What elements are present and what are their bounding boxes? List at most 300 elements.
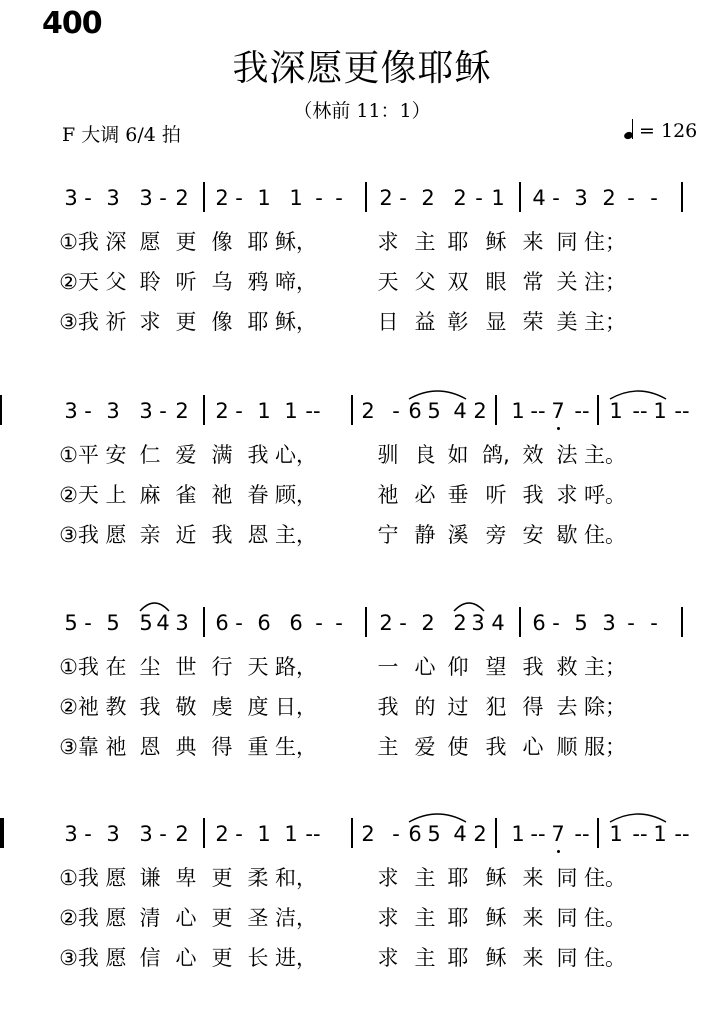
- lyric-syllable: 天: [377, 270, 399, 294]
- dash-extension: --: [632, 822, 648, 846]
- lyric-syllable: 耶: [447, 866, 469, 890]
- lyric-syllable: 耶: [247, 310, 269, 334]
- dash-extension: -: [627, 186, 635, 210]
- lyric-syllable: 美: [556, 310, 578, 334]
- lyric-syllable: 法: [556, 443, 578, 467]
- lyric-syllable: 尘: [139, 655, 161, 679]
- note-number: 4: [453, 399, 467, 423]
- dash-extension: --: [305, 399, 321, 423]
- note-number: 3: [139, 186, 153, 210]
- lyric-syllable: 日: [377, 310, 399, 334]
- dash-extension: -: [159, 822, 167, 846]
- lyric-syllable: 祂: [211, 483, 233, 507]
- lyric-syllable: 我: [485, 735, 507, 759]
- notation-line: [0, 393, 724, 429]
- lyric-syllable: ①我: [59, 655, 99, 679]
- note-number: 2: [361, 399, 375, 423]
- dash-extension: -: [235, 186, 243, 210]
- lyric-syllable: 进，: [275, 946, 317, 970]
- slur-layer: [0, 383, 724, 403]
- note-number: 5: [427, 822, 441, 846]
- lyric-syllable: 主；: [584, 310, 626, 334]
- lyric-syllable: 住；: [584, 230, 626, 254]
- lyric-syllable: 更: [175, 310, 197, 334]
- lyric-syllable: ②我: [59, 906, 99, 930]
- lyric-syllable: 仰: [447, 655, 469, 679]
- lyric-syllable: 鸦: [247, 270, 269, 294]
- lyric-line: [0, 479, 724, 509]
- note-number: 4: [532, 186, 546, 210]
- lyric-syllable: ②天: [59, 483, 99, 507]
- lyric-syllable: 清: [139, 906, 161, 930]
- lyric-syllable: 得: [522, 695, 544, 719]
- note-number: 2: [215, 822, 229, 846]
- lyric-syllable: 过: [447, 695, 469, 719]
- lyric-syllable: 在: [105, 655, 127, 679]
- lyric-syllable: 主: [414, 946, 436, 970]
- note-number: 2: [453, 186, 467, 210]
- lyric-syllable: 溪: [447, 523, 469, 547]
- lyric-syllable: 恩: [139, 735, 161, 759]
- lyric-syllable: 呼。: [584, 483, 626, 507]
- lyric-syllable: 安: [522, 523, 544, 547]
- lyric-syllable: 典: [175, 735, 197, 759]
- lyric-syllable: 更: [211, 906, 233, 930]
- note-number: 5: [139, 611, 153, 635]
- note-number: 6: [257, 611, 271, 635]
- note-number: 1: [284, 822, 298, 846]
- dash-extension: --: [574, 399, 590, 423]
- note-number: 2: [175, 399, 189, 423]
- lyric-syllable: 同: [556, 906, 578, 930]
- lyric-syllable: 宁: [377, 523, 399, 547]
- note-number: 1: [653, 399, 667, 423]
- note-number: 1: [257, 399, 271, 423]
- lyric-syllable: 我: [247, 443, 269, 467]
- lyric-syllable: 垂: [447, 483, 469, 507]
- lyric-syllable: 顺: [556, 735, 578, 759]
- lyric-syllable: 常: [522, 270, 544, 294]
- lyric-syllable: 听: [175, 270, 197, 294]
- hymn-number: 400: [42, 6, 102, 41]
- lyric-syllable: 双: [447, 270, 469, 294]
- low-octave-dot: [557, 427, 560, 430]
- lyric-line: [0, 439, 724, 469]
- note-number: 2: [379, 611, 393, 635]
- note-number: 2: [215, 186, 229, 210]
- tempo-marking: [624, 120, 697, 142]
- lyric-syllable: 除；: [584, 695, 626, 719]
- lyric-syllable: 愿: [139, 230, 161, 254]
- lyric-syllable: 益: [414, 310, 436, 334]
- lyric-syllable: 稣，: [275, 310, 317, 334]
- lyric-syllable: 同: [556, 230, 578, 254]
- lyric-syllable: ①平: [59, 443, 99, 467]
- dash-extension: --: [305, 822, 321, 846]
- lyric-syllable: 主: [414, 230, 436, 254]
- lyric-syllable: 静: [414, 523, 436, 547]
- lyric-syllable: 眼: [485, 270, 507, 294]
- slur-mark: [409, 391, 466, 399]
- hymn-title: 我深愿更像耶稣: [232, 48, 492, 89]
- note-number: 7: [551, 822, 565, 846]
- note-number: 2: [379, 186, 393, 210]
- note-number: 3: [602, 611, 616, 635]
- note-number: 6: [215, 611, 229, 635]
- lyric-syllable: 良: [414, 443, 436, 467]
- lyric-syllable: 柔: [247, 866, 269, 890]
- dash-extension: --: [674, 822, 690, 846]
- dash-extension: -: [335, 611, 343, 635]
- note-number: 1: [284, 399, 298, 423]
- lyric-syllable: 注；: [584, 270, 626, 294]
- lyric-syllable: 耶: [447, 906, 469, 930]
- lyric-syllable: 求: [139, 310, 161, 334]
- dash-extension: -: [335, 186, 343, 210]
- note-number: 1: [511, 822, 525, 846]
- lyric-syllable: 眷: [247, 483, 269, 507]
- lyric-syllable: 去: [556, 695, 578, 719]
- lyric-syllable: 稣，: [275, 230, 317, 254]
- note-number: 2: [175, 822, 189, 846]
- lyric-syllable: ①我: [59, 866, 99, 890]
- lyric-syllable: 关: [556, 270, 578, 294]
- note-number: 3: [139, 822, 153, 846]
- notation-line: [0, 180, 724, 216]
- slur-layer: [0, 170, 724, 190]
- note-number: 4: [491, 611, 505, 635]
- note-number: 3: [471, 611, 485, 635]
- dash-extension: -: [84, 186, 92, 210]
- lyric-syllable: ②天: [59, 270, 99, 294]
- lyric-line: [0, 862, 724, 892]
- lyric-syllable: 稣: [485, 866, 507, 890]
- lyric-syllable: 祂: [377, 483, 399, 507]
- dash-extension: -: [650, 186, 658, 210]
- lyric-syllable: 求: [377, 946, 399, 970]
- lyric-syllable: 愿: [105, 523, 127, 547]
- dash-extension: --: [674, 399, 690, 423]
- lyric-line: [0, 651, 724, 681]
- lyric-syllable: 耶: [447, 946, 469, 970]
- lyric-syllable: 稣: [485, 906, 507, 930]
- dash-extension: --: [530, 822, 546, 846]
- note-number: 4: [156, 611, 170, 635]
- lyric-syllable: 近: [175, 523, 197, 547]
- lyric-syllable: 更: [175, 230, 197, 254]
- lyric-syllable: 圣: [247, 906, 269, 930]
- note-number: 6: [408, 822, 422, 846]
- lyric-syllable: 住。: [584, 906, 626, 930]
- dash-extension: -: [159, 399, 167, 423]
- lyric-syllable: 住。: [584, 946, 626, 970]
- lyric-syllable: 亲: [139, 523, 161, 547]
- note-number: 2: [453, 611, 467, 635]
- lyric-line: [0, 902, 724, 932]
- lyric-syllable: 恩: [247, 523, 269, 547]
- note-number: 6: [408, 399, 422, 423]
- lyric-syllable: 路，: [275, 655, 317, 679]
- lyric-syllable: ③我: [59, 310, 99, 334]
- lyric-syllable: 像: [211, 230, 233, 254]
- dash-extension: -: [84, 822, 92, 846]
- lyric-syllable: 得: [211, 735, 233, 759]
- note-number: 2: [473, 822, 487, 846]
- notation-line: [0, 816, 724, 852]
- lyric-syllable: 洁，: [275, 906, 317, 930]
- note-number: 3: [64, 399, 78, 423]
- dash-extension: -: [392, 399, 400, 423]
- lyric-syllable: 信: [139, 946, 161, 970]
- lyric-syllable: 住。: [584, 866, 626, 890]
- note-number: 3: [64, 822, 78, 846]
- note-number: 3: [574, 186, 588, 210]
- lyric-syllable: 更: [211, 946, 233, 970]
- lyric-syllable: 同: [556, 946, 578, 970]
- lyric-syllable: 聆: [139, 270, 161, 294]
- lyric-syllable: 满: [211, 443, 233, 467]
- lyric-syllable: 主: [414, 866, 436, 890]
- lyric-syllable: 求: [377, 906, 399, 930]
- note-number: 2: [602, 186, 616, 210]
- lyric-syllable: 求: [377, 230, 399, 254]
- lyric-syllable: 爱: [414, 735, 436, 759]
- dash-extension: --: [574, 822, 590, 846]
- lyric-syllable: 显: [485, 310, 507, 334]
- lyric-syllable: 来: [522, 866, 544, 890]
- lyric-syllable: 旁: [485, 523, 507, 547]
- lyric-syllable: 听: [485, 483, 507, 507]
- lyric-syllable: 度: [247, 695, 269, 719]
- notation-line: [0, 605, 724, 641]
- lyric-syllable: 耶: [247, 230, 269, 254]
- lyric-line: [0, 226, 724, 256]
- dash-extension: -: [235, 399, 243, 423]
- lyric-syllable: 上: [105, 483, 127, 507]
- lyric-syllable: 麻: [139, 483, 161, 507]
- lyric-syllable: ②祂: [59, 695, 99, 719]
- lyric-syllable: 祈: [105, 310, 127, 334]
- lyric-syllable: 主: [377, 735, 399, 759]
- lyric-syllable: 雀: [175, 483, 197, 507]
- lyric-line: [0, 691, 724, 721]
- dash-extension: -: [627, 611, 635, 635]
- lyric-syllable: 稣: [485, 946, 507, 970]
- lyric-syllable: 行: [211, 655, 233, 679]
- lyric-syllable: 效: [522, 443, 544, 467]
- note-number: 2: [421, 611, 435, 635]
- slur-layer: [0, 806, 724, 826]
- lyric-syllable: ③靠: [59, 735, 99, 759]
- note-number: 5: [427, 399, 441, 423]
- lyric-syllable: 住。: [584, 523, 626, 547]
- lyric-syllable: ①我: [59, 230, 99, 254]
- note-number: 1: [653, 822, 667, 846]
- lyric-syllable: 鸽,: [482, 443, 510, 467]
- lyric-syllable: 祂: [105, 735, 127, 759]
- lyric-syllable: 服；: [584, 735, 626, 759]
- lyric-syllable: 更: [211, 866, 233, 890]
- lyric-syllable: 主；: [584, 655, 626, 679]
- lyric-syllable: 主，: [275, 523, 317, 547]
- lyric-syllable: 驯: [377, 443, 399, 467]
- lyric-syllable: 求: [556, 483, 578, 507]
- note-number: 1: [609, 822, 623, 846]
- note-number: 7: [551, 399, 565, 423]
- lyric-syllable: 稣: [485, 230, 507, 254]
- lyric-line: [0, 942, 724, 972]
- lyric-syllable: 天: [247, 655, 269, 679]
- dash-extension: -: [399, 611, 407, 635]
- note-number: 5: [574, 611, 588, 635]
- note-number: 3: [139, 399, 153, 423]
- lyric-syllable: 使: [447, 735, 469, 759]
- lyric-syllable: 来: [522, 946, 544, 970]
- lyric-syllable: 我: [522, 655, 544, 679]
- slur-mark: [610, 814, 666, 822]
- note-number: 3: [106, 822, 120, 846]
- note-number: 2: [421, 186, 435, 210]
- scripture-reference: （林前 11：1）: [293, 100, 431, 122]
- lyric-line: [0, 731, 724, 761]
- slur-mark: [409, 814, 466, 822]
- lyric-syllable: 歇: [556, 523, 578, 547]
- dash-extension: -: [235, 822, 243, 846]
- lyric-syllable: 愿: [105, 866, 127, 890]
- lyric-syllable: 虔: [211, 695, 233, 719]
- slur-layer: [0, 595, 724, 615]
- key-signature: F 大调 6/4 拍: [62, 124, 181, 146]
- lyric-syllable: 的: [414, 695, 436, 719]
- dash-extension: -: [315, 186, 323, 210]
- lyric-syllable: 心: [175, 906, 197, 930]
- dash-extension: -: [235, 611, 243, 635]
- lyric-syllable: 卑: [175, 866, 197, 890]
- lyric-syllable: 世: [175, 655, 197, 679]
- lyric-line: [0, 519, 724, 549]
- note-number: 5: [106, 611, 120, 635]
- dash-extension: -: [399, 186, 407, 210]
- lyric-syllable: 荣: [522, 310, 544, 334]
- note-number: 3: [64, 186, 78, 210]
- lyric-syllable: 主。: [584, 443, 626, 467]
- note-number: 1: [511, 399, 525, 423]
- lyric-syllable: 乌: [211, 270, 233, 294]
- lyric-syllable: 望: [485, 655, 507, 679]
- lyric-syllable: 我: [377, 695, 399, 719]
- dash-extension: -: [392, 822, 400, 846]
- note-number: 5: [64, 611, 78, 635]
- lyric-syllable: 日，: [275, 695, 317, 719]
- lyric-syllable: 像: [211, 310, 233, 334]
- note-number: 3: [106, 399, 120, 423]
- dash-extension: --: [530, 399, 546, 423]
- lyric-line: [0, 306, 724, 336]
- slur-mark: [140, 603, 169, 611]
- lyric-syllable: 爱: [175, 443, 197, 467]
- lyric-syllable: 来: [522, 230, 544, 254]
- dash-extension: -: [552, 186, 560, 210]
- lyric-syllable: 愿: [105, 906, 127, 930]
- lyric-syllable: 啼，: [275, 270, 317, 294]
- lyric-syllable: 敬: [175, 695, 197, 719]
- note-number: 2: [473, 399, 487, 423]
- lyric-syllable: 我: [211, 523, 233, 547]
- note-number: 2: [175, 186, 189, 210]
- lyric-syllable: 如: [447, 443, 469, 467]
- lyric-syllable: 求: [377, 866, 399, 890]
- lyric-syllable: ③我: [59, 946, 99, 970]
- lyric-syllable: 耶: [447, 230, 469, 254]
- lyric-line: [0, 266, 724, 296]
- lyric-syllable: 主: [414, 906, 436, 930]
- lyric-syllable: ③我: [59, 523, 99, 547]
- dash-extension: -: [650, 611, 658, 635]
- lyric-syllable: 我: [139, 695, 161, 719]
- tempo-value: = 126: [639, 120, 698, 142]
- lyric-syllable: 必: [414, 483, 436, 507]
- lyric-syllable: 重: [247, 735, 269, 759]
- note-number: 1: [491, 186, 505, 210]
- dash-extension: --: [632, 399, 648, 423]
- lyric-syllable: 谦: [139, 866, 161, 890]
- lyric-syllable: 长: [247, 946, 269, 970]
- lyric-syllable: 和，: [275, 866, 317, 890]
- slur-mark: [610, 391, 666, 399]
- lyric-syllable: 生，: [275, 735, 317, 759]
- dash-extension: -: [552, 611, 560, 635]
- note-number: 4: [453, 822, 467, 846]
- note-number: 2: [215, 399, 229, 423]
- lyric-syllable: 顾，: [275, 483, 317, 507]
- lyric-syllable: 心: [175, 946, 197, 970]
- note-number: 1: [257, 186, 271, 210]
- dash-extension: -: [159, 186, 167, 210]
- lyric-syllable: 安: [105, 443, 127, 467]
- dash-extension: -: [84, 611, 92, 635]
- lyric-syllable: 来: [522, 906, 544, 930]
- lyric-syllable: 心，: [275, 443, 317, 467]
- lyric-syllable: 心: [414, 655, 436, 679]
- lyric-syllable: 彰: [447, 310, 469, 334]
- lyric-syllable: 仁: [139, 443, 161, 467]
- note-number: 1: [609, 399, 623, 423]
- note-number: 1: [289, 186, 303, 210]
- lyric-syllable: 一: [377, 655, 399, 679]
- note-number: 6: [532, 611, 546, 635]
- note-number: 6: [289, 611, 303, 635]
- lyric-syllable: 我: [522, 483, 544, 507]
- lyric-syllable: 犯: [485, 695, 507, 719]
- lyric-syllable: 愿: [105, 946, 127, 970]
- note-number: 3: [106, 186, 120, 210]
- slur-mark: [454, 603, 484, 611]
- low-octave-dot: [557, 850, 560, 853]
- lyric-syllable: 父: [105, 270, 127, 294]
- note-number: 1: [257, 822, 271, 846]
- lyric-syllable: 心: [522, 735, 544, 759]
- dash-extension: -: [315, 611, 323, 635]
- dash-extension: -: [84, 399, 92, 423]
- lyric-syllable: 救: [556, 655, 578, 679]
- note-stem: [632, 119, 634, 139]
- lyric-syllable: 教: [105, 695, 127, 719]
- lyric-syllable: 深: [105, 230, 127, 254]
- dash-extension: -: [475, 186, 483, 210]
- note-number: 2: [361, 822, 375, 846]
- lyric-syllable: 父: [414, 270, 436, 294]
- lyric-syllable: 同: [556, 866, 578, 890]
